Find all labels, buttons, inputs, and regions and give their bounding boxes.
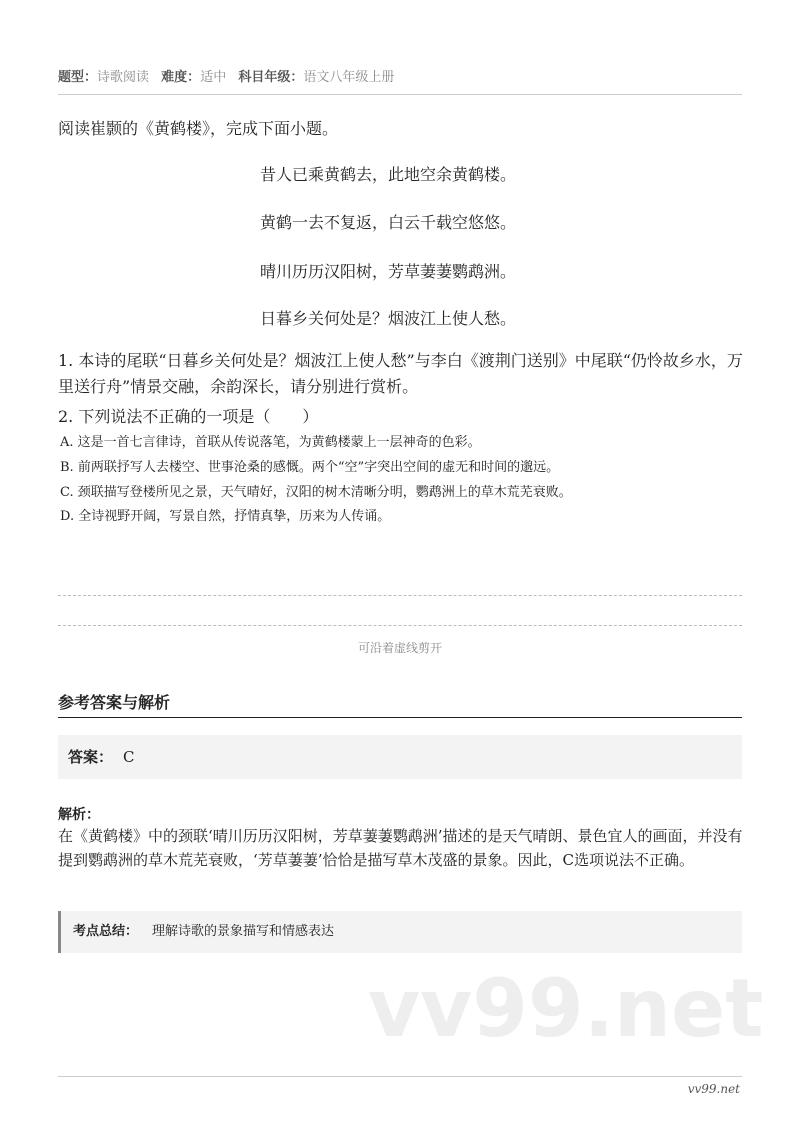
cut-line xyxy=(58,595,742,596)
cut-line xyxy=(58,625,742,626)
answer-value: C xyxy=(123,748,135,766)
option-d: D. 全诗视野开阔，写景自然，抒情真挚，历来为人传诵。 xyxy=(60,509,391,524)
question-2: 2. 下列说法不正确的一项是（ ） xyxy=(58,407,319,426)
divider xyxy=(58,717,742,718)
poem-line: 晴川历历汉阳树，芳草萋萋鹦鹉洲。 xyxy=(260,262,517,281)
poem-line: 黄鹤一去不复返，白云千载空悠悠。 xyxy=(260,213,517,232)
option-a: A. 这是一首七言律诗，首联从传说落笔，为黄鹤楼蒙上一层神奇的色彩。 xyxy=(60,435,481,450)
poem-line: 日暮乡关何处是？烟波江上使人愁。 xyxy=(260,309,517,328)
answer-section-title: 参考答案与解析 xyxy=(58,693,171,712)
divider xyxy=(58,1076,742,1077)
option-c: C. 颈联描写登楼所见之景，天气晴好，汉阳的树木清晰分明，鹦鹉洲上的草木荒芜衰败。 xyxy=(60,485,572,500)
analysis-text: 在《黄鹤楼》中的颈联‘晴川历历汉阳树，芳草萋萋鹦鹉洲’描述的是天气晴朗、景色宜人的画面，并没有提到鹦鹉洲的草木荒芜衰败，‘芳草萋萋’恰恰是描写草木茂盛的景象。因此，C选项说法不正确。 xyxy=(58,827,743,869)
watermark: vv99.net xyxy=(368,962,764,1055)
answer-box: 答案： C xyxy=(58,735,742,779)
divider xyxy=(58,94,742,95)
analysis-label: 解析： xyxy=(58,807,100,823)
option-b: B. 前两联抒写人去楼空、世事沧桑的感慨。两个“空”字突出空间的虚无和时间的邈远。 xyxy=(60,460,560,475)
cut-hint: 可沿着虚线剪开 xyxy=(357,641,442,655)
question-1: 1. 本诗的尾联“日暮乡关何处是？烟波江上使人愁”与李白《渡荆门送别》中尾联“仍怜故乡水，万里送行舟”情景交融，余韵深长，请分别进行赏析。 xyxy=(58,351,743,396)
question-intro: 阅读崔颢的《黄鹤楼》，完成下面小题。 xyxy=(58,119,339,138)
question-meta: 题型：诗歌阅读 难度：适中 科目年级：语文八年级上册 xyxy=(58,70,395,85)
poem-line: 昔人已乘黄鹤去，此地空余黄鹤楼。 xyxy=(260,165,517,184)
summary-box: 考点总结： 理解诗歌的景象描写和情感表达 xyxy=(58,911,742,953)
footer-site: vv99.net xyxy=(687,1082,740,1096)
